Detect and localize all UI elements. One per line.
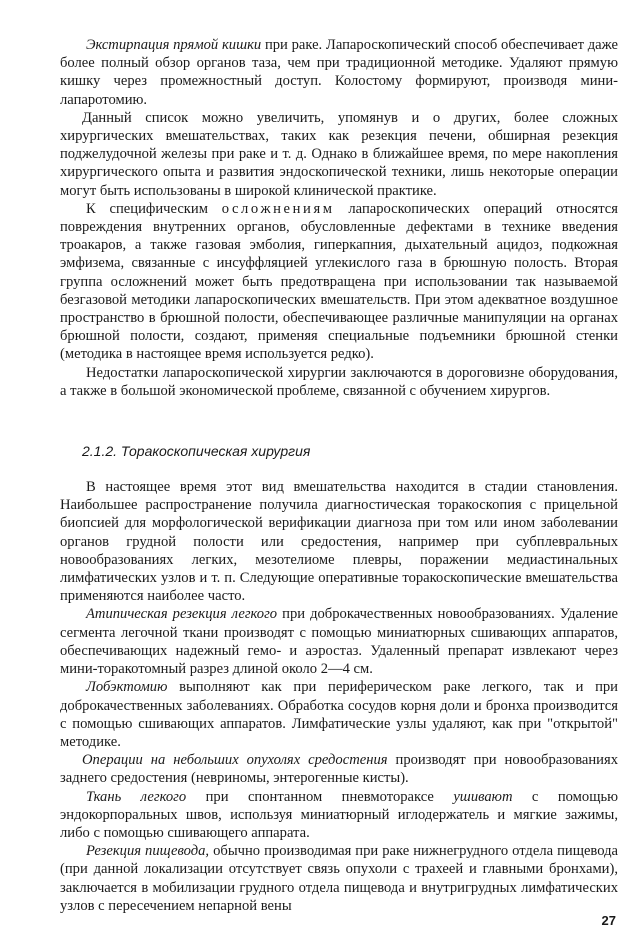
page-number: 27 bbox=[601, 913, 616, 928]
paragraph-text: обычно производимая при раке нижнегрудного отдела пищевода (при данной локализации отсутствует связь опухоли с трахеей и главными бронхами), заключается в мобилизации грудного отдела пищевода и внутригрудных лимфатических узлов с пересечением непарной вены bbox=[60, 843, 618, 914]
term-italic: Атипическая резекция легкого bbox=[86, 606, 278, 623]
paragraph-drawbacks bbox=[60, 364, 618, 400]
paragraph-esophagus-resection bbox=[60, 842, 618, 915]
term-spaced: осложнениям bbox=[221, 200, 335, 217]
paragraph-lung-tissue bbox=[60, 788, 618, 843]
paragraph-complications bbox=[60, 200, 618, 364]
paragraph-mediastinal-tumors bbox=[60, 751, 618, 787]
paragraph-text: Данный список можно увеличить, упомянув и о других, более сложных хирургических вмешательствах, таких как резекция печени, обширная резекция поджелудочной железы при раке и т. д. Однако в ближайшее время, по мере накопления хирургического опыта и развития эндоскопической техники, лишь некоторые операции могут быть использованы в широкой клинической практике. bbox=[60, 109, 618, 199]
term-italic: Ткань легкого bbox=[86, 788, 187, 805]
paragraph-text: лапароскопических операций относятся повреждения внутренних органов, обусловленные дефектами в технике введения троакаров, а также газовая эмболия, гиперкапния, дыхательный ацидоз, подкожная эмфизема, связанные с инсуффляцией углекислого газа в брюшную полость. Вторая группа осложнений может быть предотвращена при использовании так называемой безгазовой методики лапароскопических вмешательств. При этом адекватное воздушное пространство в брюшной полости, обеспечивающее различные манипуляции на органах брюшной полости, создают, применяя специальные подъемники брюшной стенки (методика в настоящее время используется редко). bbox=[60, 200, 618, 363]
paragraph-thoracoscopy-intro bbox=[60, 478, 618, 605]
paragraph-text: В настоящее время этот вид вмешательства находится в стадии становления. Наибольшее распространение получила диагностическая торакоскопия с прицельной биопсией для морфологической верификации диагноза при том или ином заболевании органов грудной полости или средостения, например при субплевральных новообразованиях легких, мезотелиоме плевры, поражении медиастинальных лимфатических узлов и т. п. Следующие оперативные торакоскопические вмешательства применяются наиболее часто. bbox=[60, 479, 618, 605]
paragraph-text: выполняют как при периферическом раке легкого, так и при доброкачественных заболеваниях. Обработка сосудов корня доли и бронха производится с помощью сшивающих аппаратов. Лимфатические узлы удаляют, как при "открытой" методике. bbox=[60, 679, 618, 750]
page-body bbox=[60, 36, 618, 915]
paragraph-text: при доброкачественных новообразованиях. Удаление сегмента легочной ткани производят с помощью миниатюрных сшивающих аппаратов, обеспечивающих надежный гемо- и аэростаз. Удаленный препарат извлекают через мини-торакотомный разрез длиной около 2—4 см. bbox=[60, 606, 618, 678]
term-italic: Экстирпация прямой кишки bbox=[86, 37, 262, 53]
term-italic: ушивают bbox=[453, 788, 513, 805]
paragraph-lobectomy bbox=[60, 678, 618, 751]
paragraph-text: К специфическим bbox=[86, 200, 222, 217]
paragraph-text: производят при новообразованиях заднего средостения (невриномы, энтерогенные кисты). bbox=[60, 752, 618, 787]
section-heading: 2.1.2. Торакоскопическая хирургия bbox=[82, 443, 311, 460]
paragraph-list-extension bbox=[60, 109, 618, 200]
paragraph-text: Недостатки лапароскопической хирургии заключаются в дороговизне оборудования, а также в большой экономической проблеме, связанной с обучением хирургов. bbox=[60, 364, 618, 399]
paragraph-text: с помощью эндокорпоральных швов, используя миниатюрный иглодержатель и мягкие зажимы, либо с помощью сшивающего аппарата. bbox=[60, 788, 618, 841]
term-italic: Операции на небольших опухолях средостения bbox=[82, 752, 388, 769]
paragraph-text: при спонтанном пневмотораксе bbox=[186, 788, 454, 805]
paragraph-text: при раке. Лапароскопический способ обеспечивает даже более полный обзор органов таза, чем при традиционной методике. Удаляют прямую кишку через промежностный доступ. Колостому формируют, производя мини-лапаротомию. bbox=[60, 37, 619, 108]
term-italic: Резекция пищевода, bbox=[86, 843, 210, 860]
paragraph-atypical-resection bbox=[60, 605, 618, 678]
paragraph-rectal-extirpation bbox=[60, 36, 618, 109]
term-italic: Лобэктомию bbox=[86, 679, 168, 696]
